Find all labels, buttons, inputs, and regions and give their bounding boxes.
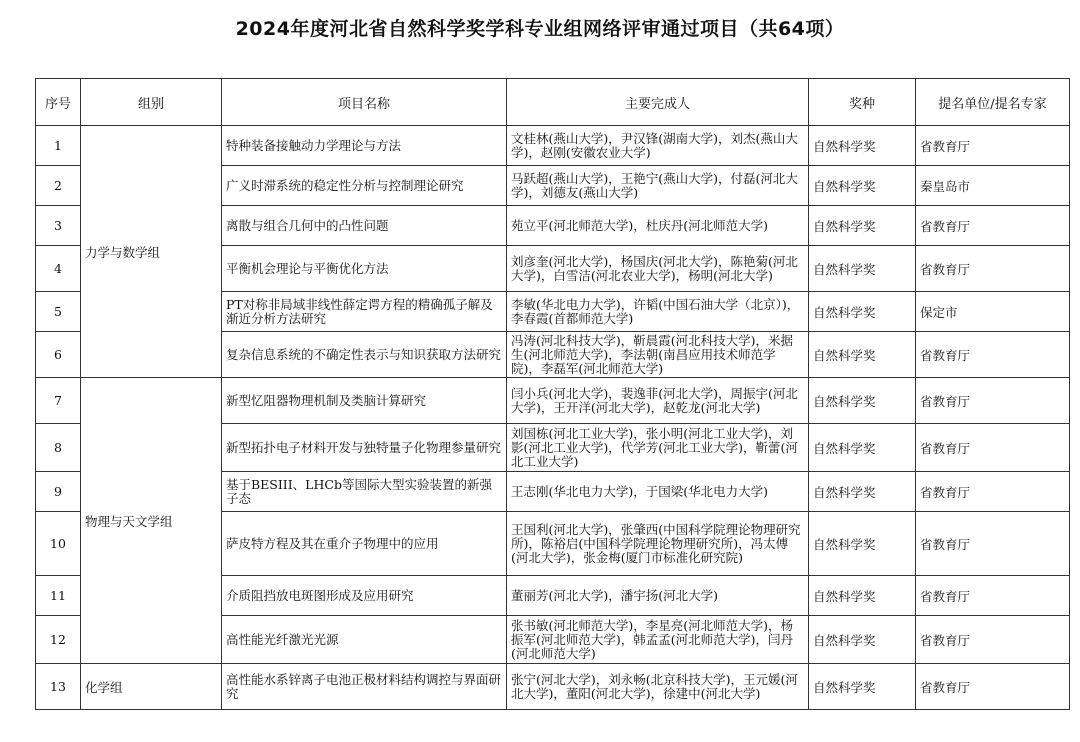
nominator: 省教育厅 xyxy=(916,512,1070,576)
nominator: 省教育厅 xyxy=(916,664,1070,710)
main-contributors: 闫小兵(河北大学)，裴逸菲(河北大学)，周振宇(河北大学)，王开洋(河北大学)，赵乾龙(河北大学) xyxy=(507,378,809,424)
award-type: 自然科学奖 xyxy=(809,166,916,206)
row-number: 5 xyxy=(36,292,81,332)
main-contributors: 马跃超(燕山大学)，王艳宁(燕山大学)，付磊(河北大学)，刘德友(燕山大学) xyxy=(507,166,809,206)
row-number: 2 xyxy=(36,166,81,206)
results-table xyxy=(35,78,1070,710)
nominator: 省教育厅 xyxy=(916,246,1070,292)
project-name: 广义时滞系统的稳定性分析与控制理论研究 xyxy=(222,166,507,206)
project-name: 介质阻挡放电斑图形成及应用研究 xyxy=(222,576,507,616)
award-type: 自然科学奖 xyxy=(809,292,916,332)
main-contributors: 王志刚(华北电力大学)，于国梁(华北电力大学) xyxy=(507,472,809,512)
project-name: PT对称非局域非线性薛定谔方程的精确孤子解及渐近分析方法研究 xyxy=(222,292,507,332)
nominator: 省教育厅 xyxy=(916,424,1070,472)
nominator: 保定市 xyxy=(916,292,1070,332)
main-contributors: 王国利(河北大学)，张肇西(中国科学院理论物理研究所)，陈裕启(中国科学院理论物理研究所)，冯太傅(河北大学)，张金梅(厦门市标准化研究院) xyxy=(507,512,809,576)
table-header-row xyxy=(36,79,1070,126)
award-type: 自然科学奖 xyxy=(809,332,916,378)
award-type: 自然科学奖 xyxy=(809,246,916,292)
main-contributors: 冯涛(河北科技大学)，靳晨霞(河北科技大学)，米据生(河北师范大学)，李法朝(南昌应用技术师范学院)，李磊军(河北师范大学) xyxy=(507,332,809,378)
group-name: 力学与数学组 xyxy=(81,126,222,378)
page-title: 2024年度河北省自然科学奖学科专业组网络评审通过项目（共64项） xyxy=(235,18,845,40)
award-type: 自然科学奖 xyxy=(809,664,916,710)
header-group: 组别 xyxy=(81,79,222,126)
project-name: 基于BESIII、LHCb等国际大型实验装置的新强子态 xyxy=(222,472,507,512)
nominator: 省教育厅 xyxy=(916,126,1070,166)
project-name: 离散与组合几何中的凸性问题 xyxy=(222,206,507,246)
row-number: 10 xyxy=(36,512,81,576)
row-number: 13 xyxy=(36,664,81,710)
project-name: 高性能水系锌离子电池正极材料结构调控与界面研究 xyxy=(222,664,507,710)
row-number: 1 xyxy=(36,126,81,166)
award-type: 自然科学奖 xyxy=(809,378,916,424)
award-type: 自然科学奖 xyxy=(809,576,916,616)
row-number: 11 xyxy=(36,576,81,616)
nominator: 秦皇岛市 xyxy=(916,166,1070,206)
row-number: 4 xyxy=(36,246,81,292)
project-name: 特种装备接触动力学理论与方法 xyxy=(222,126,507,166)
main-contributors: 张宁(河北大学)，刘永畅(北京科技大学)，王元媛(河北大学)，董阳(河北大学)，徐建中(河北大学) xyxy=(507,664,809,710)
header-people: 主要完成人 xyxy=(507,79,809,126)
project-name: 萨皮特方程及其在重介子物理中的应用 xyxy=(222,512,507,576)
row-number: 9 xyxy=(36,472,81,512)
main-contributors: 刘彦奎(河北大学)，杨国庆(河北大学)，陈艳菊(河北大学)，白雪洁(河北农业大学)，杨明(河北大学) xyxy=(507,246,809,292)
project-name: 新型忆阻器物理机制及类脑计算研究 xyxy=(222,378,507,424)
project-name: 高性能光纤激光光源 xyxy=(222,616,507,664)
main-contributors: 文桂林(燕山大学)，尹汉锋(湖南大学)，刘杰(燕山大学)，赵刚(安徽农业大学) xyxy=(507,126,809,166)
table-body xyxy=(36,126,1070,710)
nominator: 省教育厅 xyxy=(916,576,1070,616)
nominator: 省教育厅 xyxy=(916,616,1070,664)
award-type: 自然科学奖 xyxy=(809,424,916,472)
table-row xyxy=(36,664,1070,710)
award-type: 自然科学奖 xyxy=(809,206,916,246)
row-number: 12 xyxy=(36,616,81,664)
award-type: 自然科学奖 xyxy=(809,616,916,664)
table-row xyxy=(36,126,1070,166)
table-row xyxy=(36,378,1070,424)
header-award: 奖种 xyxy=(809,79,916,126)
main-contributors: 李敏(华北电力大学)，许韬(中国石油大学（北京）)，李春霞(首都师范大学) xyxy=(507,292,809,332)
nominator: 省教育厅 xyxy=(916,206,1070,246)
nominator: 省教育厅 xyxy=(916,378,1070,424)
project-name: 平衡机会理论与平衡优化方法 xyxy=(222,246,507,292)
award-type: 自然科学奖 xyxy=(809,472,916,512)
row-number: 3 xyxy=(36,206,81,246)
project-name: 新型拓扑电子材料开发与独特量子化物理参量研究 xyxy=(222,424,507,472)
group-name: 化学组 xyxy=(81,664,222,710)
award-type: 自然科学奖 xyxy=(809,512,916,576)
header-no: 序号 xyxy=(36,79,81,126)
group-name: 物理与天文学组 xyxy=(81,378,222,664)
row-number: 6 xyxy=(36,332,81,378)
main-contributors: 刘国栋(河北工业大学)，张小明(河北工业大学)，刘影(河北工业大学)，代学芳(河北工业大学)，靳蕾(河北工业大学) xyxy=(507,424,809,472)
main-contributors: 苑立平(河北师范大学)，杜庆丹(河北师范大学) xyxy=(507,206,809,246)
nominator: 省教育厅 xyxy=(916,472,1070,512)
award-type: 自然科学奖 xyxy=(809,126,916,166)
main-contributors: 董丽芳(河北大学)，潘宇扬(河北大学) xyxy=(507,576,809,616)
project-name: 复杂信息系统的不确定性表示与知识获取方法研究 xyxy=(222,332,507,378)
header-project: 项目名称 xyxy=(222,79,507,126)
main-contributors: 张书敏(河北师范大学)，李星亮(河北师范大学)，杨振军(河北师范大学)，韩孟孟(河北师范大学)，闫丹(河北师范大学) xyxy=(507,616,809,664)
row-number: 8 xyxy=(36,424,81,472)
header-nominator: 提名单位/提名专家 xyxy=(916,79,1070,126)
row-number: 7 xyxy=(36,378,81,424)
nominator: 省教育厅 xyxy=(916,332,1070,378)
